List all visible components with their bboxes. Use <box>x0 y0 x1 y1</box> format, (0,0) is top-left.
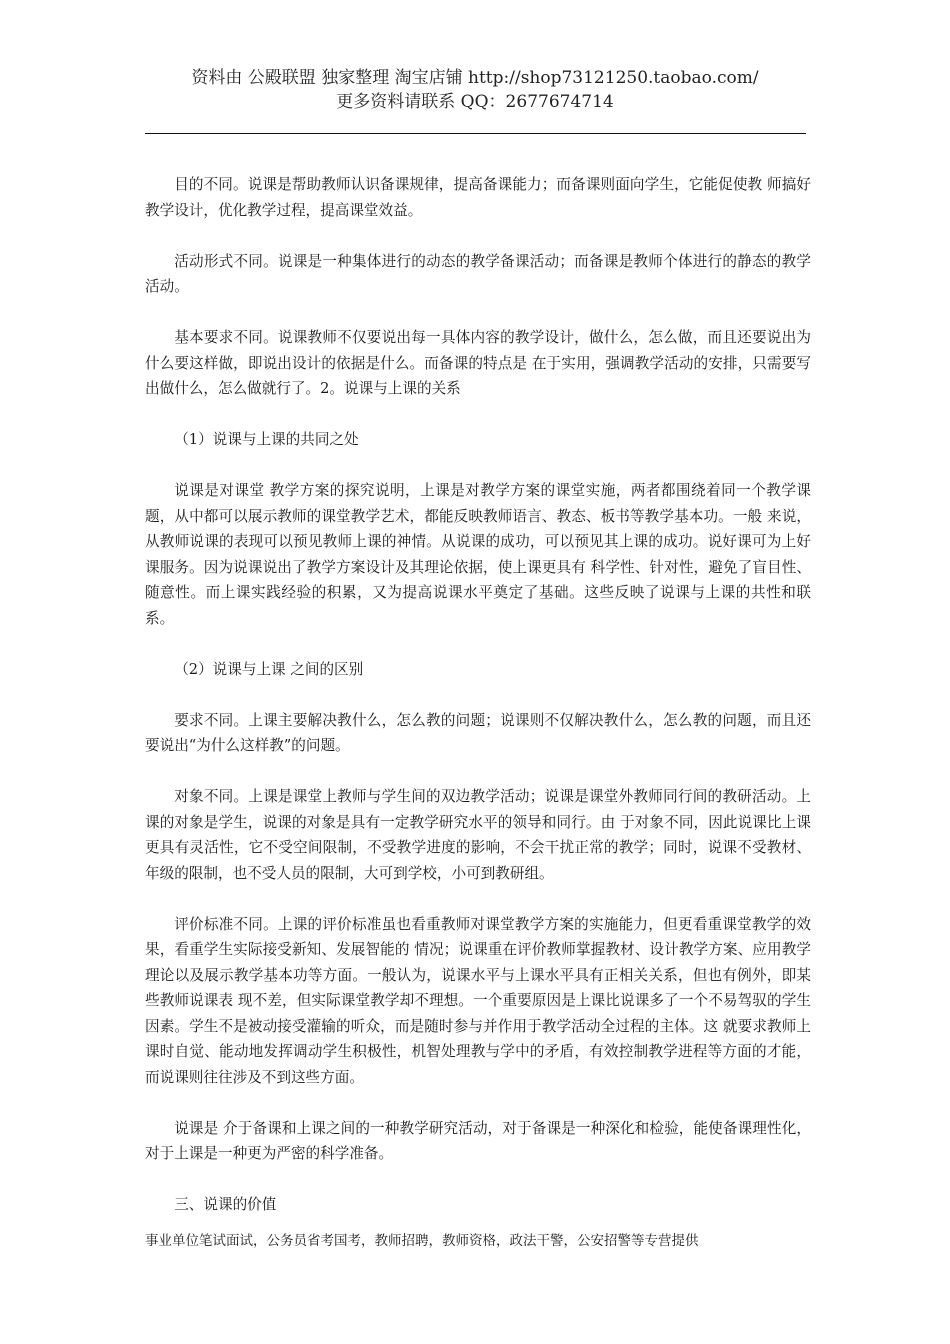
paragraph-common-points: 说课是对课堂 教学方案的探究说明，上课是对教学方案的课堂实施，两者都围绕着同一个教学课题，从中都可以展示教师的课堂教学艺术，都能反映教师语言、教态、板书等教学基本功。一般 来说，从教师说课的表现可以预见教师上课的神情。从说课的成功，可以预见其上课的成功。说好课可为上好课服务。因为说课说出了教学方案设计及其理论依据，使上课更具有 科学性、针对性，避免了盲目性、随意性。而上课实践经验的积累，又为提高说课水平奠定了基础。这些反映了说课与上课的共性和联系。 <box>145 482 811 627</box>
section-heading-value: 三、说课的价值 <box>174 1196 277 1213</box>
page-header <box>145 66 805 114</box>
paragraph-purpose: 目的不同。说课是帮助教师认识备课规律，提高备课能力；而备课则面向学生，它能促使教 师搞好教学设计，优化教学过程，提高课堂效益。 <box>145 176 811 219</box>
paragraph-basic-requirements: 基本要求不同。说课教师不仅要说出每一具体内容的教学设计，做什么，怎么做，而且还要说出为什么要这样做，即说出设计的依据是什么。而备课的特点是 在于实用，强调教学活动的安排，只需要写出做什么，怎么做就行了。2。说课与上课的关系 <box>145 329 811 397</box>
header-contact-line: 更多资料请联系 QQ：2677674714 <box>336 92 614 112</box>
paragraph-object-differ: 对象不同。上课是课堂上教师与学生间的双边教学活动；说课是课堂外教师同行间的教研活动。上课的对象是学生，说课的对象是具有一定教学研究水平的领导和同行。由 于对象不同，因此说课比上课更具有灵活性，它不受空间限制，不受教学进度的影响，不会干扰正常的教学；同时，说课不受教材、年级的限制，也不受人员的限制，大可到学校，小可到教研组。 <box>145 788 811 882</box>
paragraph-summary: 说课是 介于备课和上课之间的一种教学研究活动，对于备课是一种深化和检验，能使备课理性化，对于上课是一种更为严密的科学准备。 <box>145 1119 811 1162</box>
page-footer: 事业单位笔试面试，公务员省考国考，教师招聘，教师资格，政法干警，公安招警等专营提供 <box>145 1233 699 1249</box>
document-body <box>145 172 811 1243</box>
header-source-line: 资料由 公殿联盟 独家整理 淘宝店铺 http://shop73121250.taobao.com/ <box>191 68 759 88</box>
paragraph-requirements-differ: 要求不同。上课主要解决教什么，怎么教的问题；说课则不仅解决教什么，怎么教的问题，而且还要说出“为什么这样教”的问题。 <box>145 711 811 754</box>
header-divider <box>145 133 806 134</box>
subheading-common-points: （1）说课与上课的共同之处 <box>174 431 359 448</box>
paragraph-activity-form: 活动形式不同。说课是一种集体进行的动态的教学备课活动；而备课是教师个体进行的静态的教学活动。 <box>145 252 811 295</box>
subheading-differences: （2）说课与上课 之间的区别 <box>174 660 364 678</box>
paragraph-evaluation-differ: 评价标准不同。上课的评价标准虽也看重教师对课堂教学方案的实施能力，但更看重课堂教学的效果，看重学生实际接受新知、发展智能的 情况；说课重在评价教师掌握教材、设计教学方案、应用教学理论以及展示教学基本功等方面。一般认为，说课水平与上课水平具有正相关关系，但也有例外，即某些教师说课表 现不差，但实际课堂教学却不理想。一个重要原因是上课比说课多了一个不易驾驭的学生因素。学生不是被动接受灌输的听众，而是随时参与并作用于教学活动全过程的主体。这 就要求教师上课时自觉、能动地发挥调动学生积极性，机智处理教与学中的矛盾，有效控制教学进程等方面的才能，而说课则往往涉及不到这些方面。 <box>145 915 811 1086</box>
